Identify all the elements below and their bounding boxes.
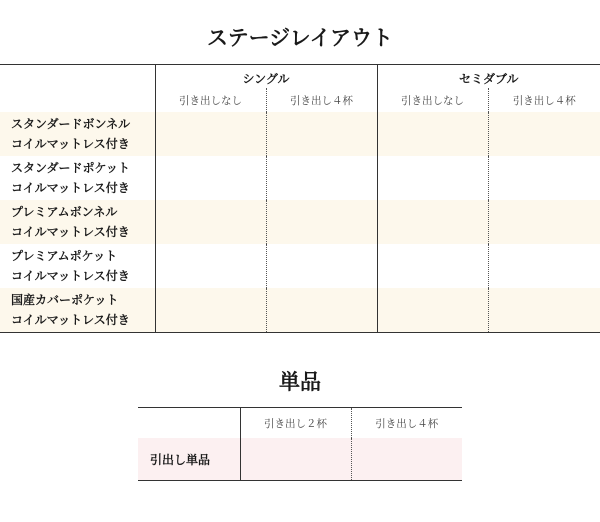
single-item-table [138, 407, 462, 481]
table-cell [266, 156, 377, 200]
row-label-line1: スタンダードポケット [11, 161, 130, 175]
sub-header-row [138, 408, 462, 439]
group-header-row [0, 65, 600, 89]
row-label: 引出し単品 [138, 438, 240, 481]
subheader-single-four: 引き出し４杯 [266, 88, 377, 112]
row-label-line2: コイルマットレス付き [11, 137, 130, 151]
table-cell [488, 244, 600, 288]
sub-header-row [0, 88, 600, 112]
row-label-line2: コイルマットレス付き [11, 181, 130, 195]
table-cell [155, 244, 266, 288]
table-row [0, 244, 600, 288]
row-label [0, 112, 155, 156]
table-cell [377, 244, 488, 288]
table-cell [155, 112, 266, 156]
table-row [0, 288, 600, 333]
corner-cell [0, 65, 155, 89]
row-label-line1: プレミアムボンネル [11, 205, 118, 219]
table-row [0, 156, 600, 200]
table-cell [240, 438, 351, 481]
table-cell [488, 288, 600, 333]
table-cell [377, 288, 488, 333]
row-label [0, 156, 155, 200]
table-row [0, 112, 600, 156]
row-label-line2: コイルマットレス付き [11, 269, 130, 283]
table-cell [377, 200, 488, 244]
table-cell [377, 156, 488, 200]
table-cell [488, 156, 600, 200]
row-label [0, 244, 155, 288]
row-label-line1: スタンダードボンネル [11, 117, 131, 131]
table-cell [266, 244, 377, 288]
subheader-four-drawers: 引き出し４杯 [351, 408, 462, 439]
table-cell [266, 112, 377, 156]
table-cell [488, 112, 600, 156]
table-cell [266, 200, 377, 244]
row-label-line2: コイルマットレス付き [11, 225, 130, 239]
single-item-title: 単品 [279, 370, 321, 394]
group-header-semidouble: セミダブル [377, 65, 600, 89]
row-label [0, 200, 155, 244]
row-label [0, 288, 155, 333]
corner-cell [0, 88, 155, 112]
table-cell [155, 200, 266, 244]
table-row [138, 438, 462, 481]
row-label-line2: コイルマットレス付き [11, 313, 130, 327]
row-label-line1: プレミアムポケット [11, 249, 118, 263]
subheader-two-drawers: 引き出し２杯 [240, 408, 351, 439]
subheader-semidouble-four: 引き出し４杯 [488, 88, 600, 112]
group-header-single: シングル [155, 65, 377, 89]
table-cell [155, 288, 266, 333]
table-cell [377, 112, 488, 156]
corner-cell [138, 408, 240, 439]
subheader-single-none: 引き出しなし [155, 88, 266, 112]
table-cell [488, 200, 600, 244]
table-row [0, 200, 600, 244]
subheader-semidouble-none: 引き出しなし [377, 88, 488, 112]
table-cell [266, 288, 377, 333]
stage-layout-table [0, 64, 600, 333]
table-cell [351, 438, 462, 481]
table-cell [155, 156, 266, 200]
row-label-line1: 国産カバーポケット [11, 293, 119, 307]
stage-layout-title: ステージレイアウト [207, 26, 393, 50]
